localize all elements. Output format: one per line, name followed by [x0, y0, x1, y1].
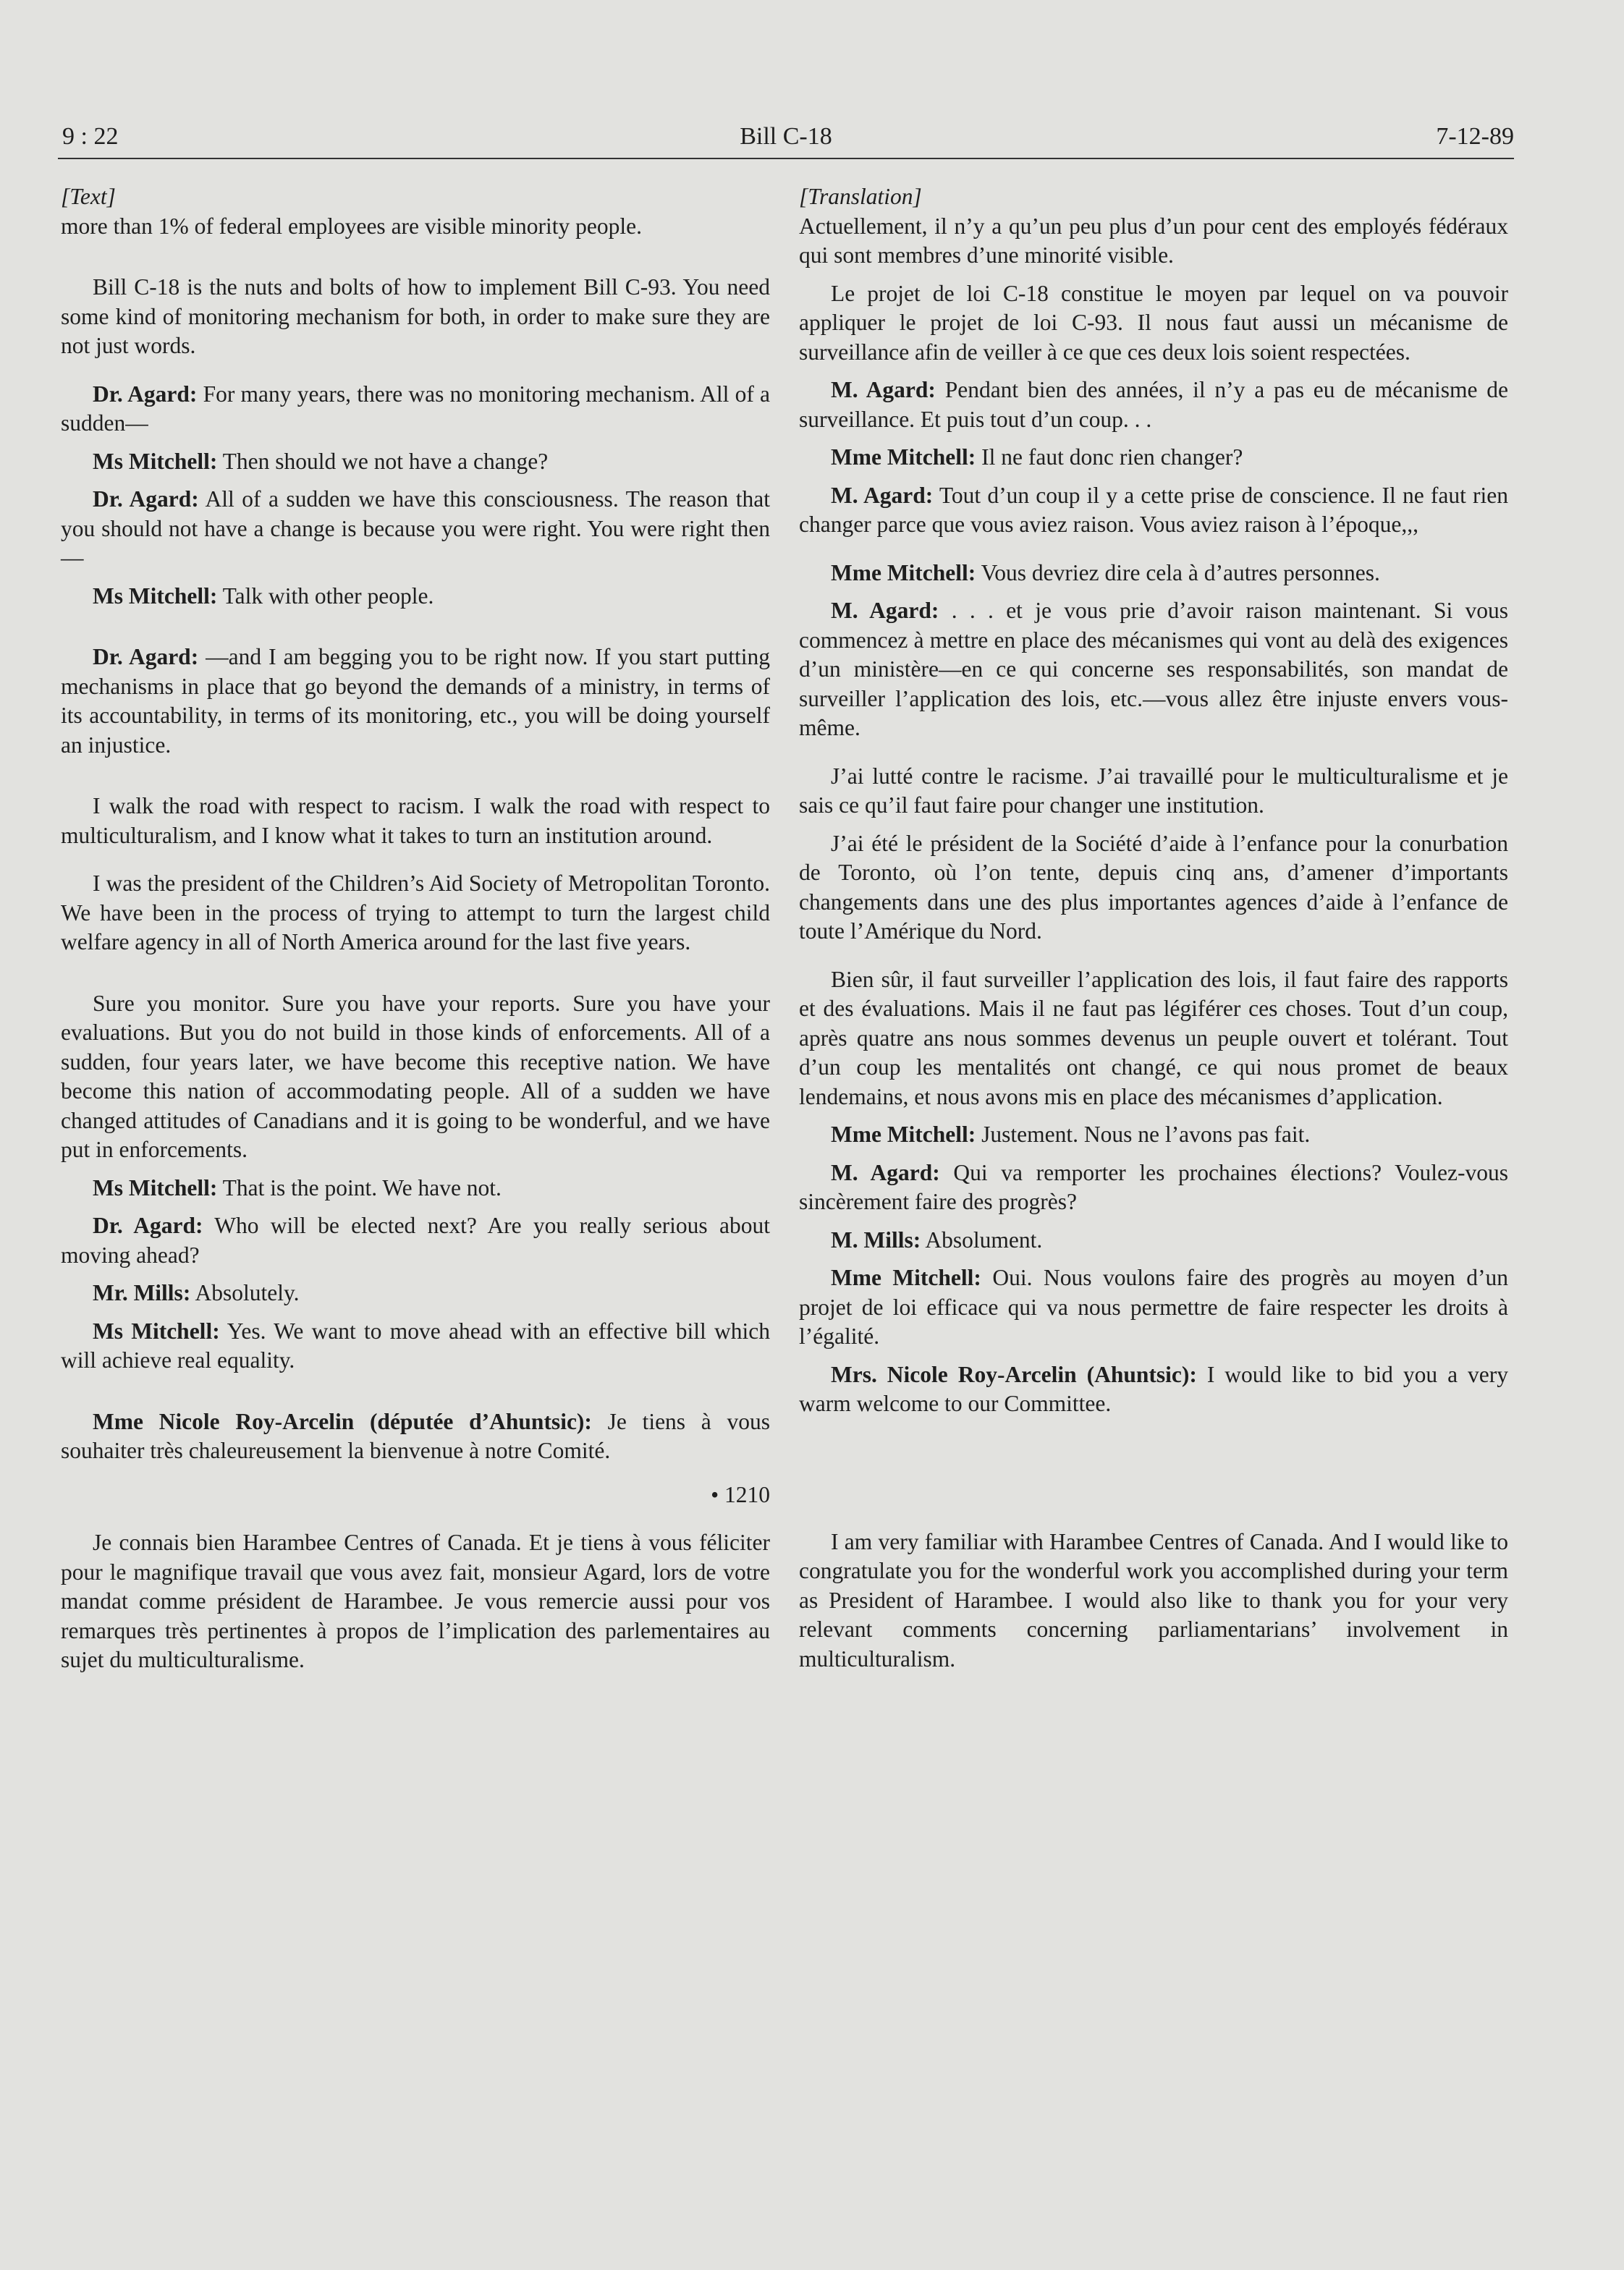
- running-title: Bill C-18: [740, 123, 832, 150]
- speaker-name: Mme Mitchell:: [831, 1122, 976, 1147]
- paragraph-text: For many years, there was no monitoring mechanism. All of a sudden—: [61, 381, 770, 436]
- paragraph: [799, 965, 1508, 1112]
- paragraph: [61, 1528, 770, 1675]
- paragraph-text: J’ai été le président de la Société d’aide à l’enfance pour la conurbation de Toronto, où l’on tente, depuis cinq ans, d’amener d’importants changements dans une des plus importantes agences d’aide à l’enfance de toute l’Amérique du Nord.: [799, 830, 1508, 944]
- time-marker: • 1210: [711, 1481, 770, 1507]
- speech-paragraph: [799, 1120, 1508, 1150]
- paragraph: [799, 279, 1508, 368]
- paragraph: [799, 212, 1508, 271]
- speech-paragraph: [799, 1159, 1508, 1217]
- speaker-name: Mrs. Nicole Roy-Arcelin (Ahuntsic):: [831, 1361, 1197, 1387]
- column-tag: [Translation]: [799, 184, 922, 209]
- speaker-name: M. Mills:: [831, 1227, 921, 1253]
- paragraph-text: Qui va remporter les prochaines élections? Voulez-vous sincèrement faire des progrès?: [799, 1159, 1509, 1214]
- speaker-name: Ms Mitchell:: [93, 448, 218, 474]
- paragraph-text: Sure you monitor. Sure you have your reports. Sure you have your evaluations. But you do not build in those kinds of enforcements. All of a sudden, four years later, we have become this receptive nation. We have become this nation of accommodating people. All of a sudden we have changed attitudes of Canadians and it is going to be wonderful, and we have put in enforcements.: [61, 990, 770, 1162]
- paragraph-text: Who will be elected next? Are you really serious about moving ahead?: [61, 1213, 770, 1268]
- speech-paragraph: [61, 1317, 770, 1376]
- paragraph-text: Il ne faut donc rien changer?: [981, 444, 1243, 470]
- speaker-name: Ms Mitchell:: [93, 583, 218, 609]
- paragraph-text: I was the president of the Children’s Aid Society of Metropolitan Toronto. We have been in the process of trying to attempt to turn the largest child welfare agency in all of North America around for the last five years.: [61, 871, 770, 954]
- speech-paragraph: [799, 481, 1508, 540]
- speaker-name: M. Agard:: [831, 482, 934, 508]
- speech-paragraph: [799, 443, 1508, 473]
- speaker-name: Ms Mitchell:: [93, 1174, 218, 1200]
- column-tag: [Text]: [61, 184, 116, 209]
- paragraph: [61, 869, 770, 957]
- paragraph-text: I would like to bid you a very warm welcome to our Committee.: [799, 1361, 1508, 1416]
- speech-paragraph: [61, 643, 770, 760]
- speech-paragraph: [799, 1263, 1508, 1352]
- paragraph-text: Le projet de loi C-18 constitue le moyen par lequel on va pouvoir appliquer le projet de loi C-93. Il nous faut aussi un mécanisme de surveillance afin de veiller à ce que ces deux lois soient respectées.: [799, 280, 1508, 365]
- speaker-name: M. Agard:: [831, 598, 939, 623]
- paragraph-text: Absolutely.: [195, 1280, 300, 1305]
- paragraph-text: Je tiens à vous souhaiter très chaleureusement la bienvenue à notre Comité.: [61, 1408, 770, 1463]
- paragraph-text: J’ai lutté contre le racisme. J’ai travaillé pour le multiculturalisme et je sais ce qu’il faut faire pour changer une institution.: [799, 763, 1508, 818]
- paragraph-text: I am very familiar with Harambee Centres of Canada. And I would like to congratulate you for the wonderful work you accomplished during your term as President of Harambee. I would also like to thank you for your very relevant comments concerning parliamentarians’ involvement in multiculturalism.: [799, 1528, 1508, 1672]
- paragraph-text: Then should we not have a change?: [222, 448, 549, 474]
- paragraph: [799, 762, 1508, 821]
- speaker-name: Dr. Agard:: [93, 486, 199, 512]
- speaker-name: Dr. Agard:: [93, 1213, 203, 1238]
- paragraph-text: Oui. Nous voulons faire des progrès au moyen d’un projet de loi efficace qui va nous permettre de faire respecter les droits à l’égalité.: [799, 1265, 1508, 1349]
- paragraph-text: Je connais bien Harambee Centres of Canada. Et je tiens à vous féliciter pour le magnifique travail que vous avez fait, monsieur Agard, lors de votre mandat comme président de Harambee. Je vous remercie aussi pour vos remarques très pertinentes à propos de l’implication des parlementaires au sujet du multiculturalisme.: [61, 1530, 770, 1672]
- speech-paragraph: [61, 485, 770, 573]
- page-header: [58, 122, 1514, 159]
- paragraph: [61, 792, 770, 850]
- paragraph-text: Pendant bien des années, il n’y a pas eu de mécanisme de surveillance. Et puis tout d’un coup. . .: [799, 377, 1509, 432]
- speech-paragraph: [61, 380, 770, 439]
- paragraph: [61, 273, 770, 361]
- speaker-name: M. Agard:: [831, 1159, 940, 1185]
- paragraph-text: Actuellement, il n’y a qu’un peu plus d’un pour cent des employés fédéraux qui sont membres d’une minorité visible.: [799, 213, 1508, 268]
- paragraph-text: more than 1% of federal employees are visible minority people.: [61, 213, 642, 239]
- speech-paragraph: [61, 447, 770, 477]
- paragraph-text: Tout d’un coup il y a cette prise de conscience. Il ne faut rien changer parce que vous aviez raison. Vous aviez raison à l’époque,,,: [799, 482, 1508, 537]
- text-column-right: [799, 182, 1508, 1674]
- paragraph: [61, 212, 770, 242]
- paragraph-text: Bien sûr, il faut surveiller l’application des lois, il faut faire des rapports et des évaluations. Mais il ne faut pas légiférer ces choses. Tout d’un coup, après quatre ans nous sommes devenus un peuple ouvert et tolérant. Tout d’un coup les mentalités ont changé, ce qui nous promet de beaux lendemains, et nous avons mis en place des mécanismes d’application.: [799, 966, 1508, 1109]
- speech-paragraph: [61, 582, 770, 611]
- paragraph: [799, 1528, 1508, 1674]
- speech-paragraph: [61, 1174, 770, 1203]
- speech-paragraph: [799, 1360, 1508, 1419]
- speech-paragraph: [799, 596, 1508, 743]
- speaker-name: Mr. Mills:: [93, 1280, 191, 1305]
- speaker-name: M. Agard:: [831, 377, 936, 402]
- speech-paragraph: [799, 376, 1508, 434]
- paragraph-text: . . . et je vous prie d’avoir raison maintenant. Si vous commencez à mettre en place des mécanismes qui vont au delà des exigences d’un ministère—en ce qui concerne ses responsabilités, son mandat de surveiller l’application des lois, etc.—vous allez être injuste envers vous-même.: [799, 598, 1509, 740]
- paragraph: [61, 989, 770, 1165]
- speaker-name: Mme Mitchell:: [831, 559, 976, 585]
- speech-paragraph: [61, 1279, 770, 1308]
- paragraph-text: Absolument.: [925, 1227, 1043, 1253]
- speaker-name: Mme Nicole Roy-Arcelin (députée d’Ahuntsic):: [93, 1408, 592, 1434]
- paragraph-text: That is the point. We have not.: [222, 1174, 502, 1200]
- speech-paragraph: [799, 559, 1508, 588]
- speech-paragraph: [61, 1407, 770, 1466]
- speaker-name: Dr. Agard:: [93, 381, 198, 407]
- paragraph-text: —and I am begging you to be right now. If you start putting mechanisms in place that go beyond the demands of a ministry, in terms of its accountability, in terms of its monitoring, etc., you will be doing yourself an injustice.: [61, 644, 770, 758]
- paragraph-text: Bill C-18 is the nuts and bolts of how to implement Bill C-93. You need some kind of monitoring mechanism for both, in order to make sure they are not just words.: [61, 274, 770, 358]
- paragraph-text: I walk the road with respect to racism. I walk the road with respect to multiculturalism, and I know what it takes to turn an institution around.: [61, 793, 770, 848]
- paragraph-text: All of a sudden we have this consciousness. The reason that you should not have a change is because you were right. You were right then—: [61, 486, 771, 570]
- text-column-left: [61, 182, 770, 1675]
- speech-paragraph: [799, 1226, 1508, 1255]
- speaker-name: Ms Mitchell:: [93, 1318, 220, 1344]
- paragraph-text: Vous devriez dire cela à d’autres personnes.: [981, 559, 1380, 585]
- page-number: 9 : 22: [62, 123, 119, 150]
- paragraph-text: Talk with other people.: [222, 583, 434, 609]
- page-date: 7-12-89: [1436, 123, 1514, 150]
- paragraph-text: Yes. We want to move ahead with an effective bill which will achieve real equality.: [61, 1318, 770, 1373]
- speech-paragraph: [61, 1211, 770, 1270]
- paragraph: [799, 829, 1508, 946]
- speaker-name: Dr. Agard:: [93, 644, 199, 669]
- speaker-name: Mme Mitchell:: [831, 444, 976, 470]
- speaker-name: Mme Mitchell:: [831, 1265, 981, 1290]
- paragraph-text: Justement. Nous ne l’avons pas fait.: [981, 1122, 1311, 1147]
